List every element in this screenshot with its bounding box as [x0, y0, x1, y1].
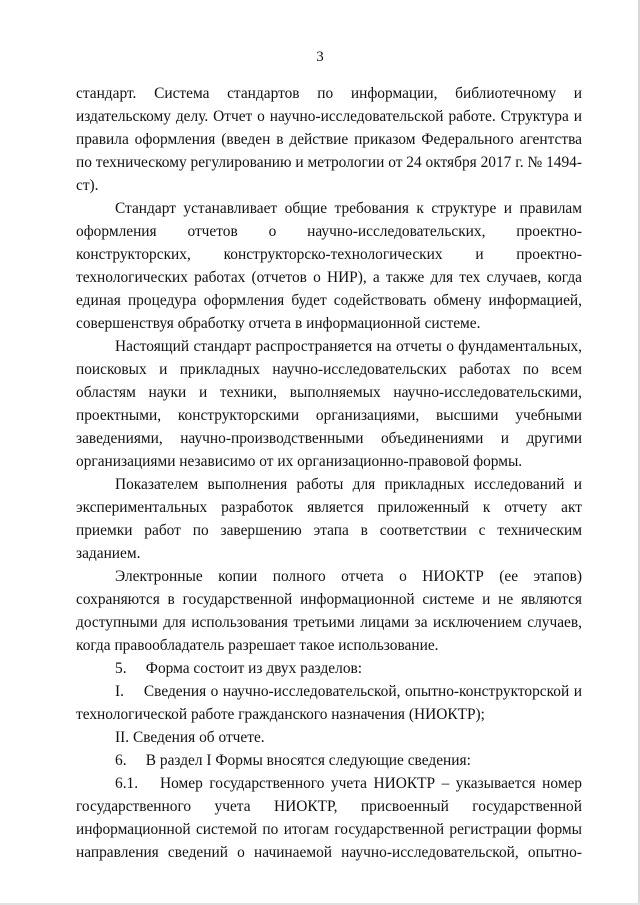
paragraph-acceptance-act: Показателем выполнения работы для прикладных исследований и экспериментальных разработок является приложенный к отчету акт приемки работ по завершению этапа в соответствии с техническим заданием.	[76, 476, 582, 562]
page-number: 3	[316, 49, 324, 65]
paragraph-electronic-copies: Электронные копии полного отчета о НИОКТР (ее этапов) сохраняются в государственной информационной системе и не являются доступными для использования третьими лицами за исключением случаев, когда правообладатель разрешает такое использование.	[76, 568, 582, 654]
paragraph-standard-scope: Настоящий стандарт распространяется на отчеты о фундаментальных, поисковых и прикладных научно-исследовательских работах по всем областям науки и техники, выполняемых научно-исследовательскими, проектными, конструкторскими организациями, высшими учебными заведениями, научно-производственными объединениями и другими организациями независимо от их организационно-правовой формы.	[76, 338, 582, 470]
paragraph-item-5: 5. Форма состоит из двух разделов:	[115, 660, 363, 677]
paragraph-item-6-1: 6.1. Номер государственного учета НИОКТР – указывается номер государственного учета НИОКТР, присвоенный государственной информационной системой по итогам государственной регистрации формы направления сведений о начинаемой научно-исследовательской, опытно-	[76, 775, 582, 861]
paragraph-standard-requirements: Стандарт устанавливает общие требования к структуре и правилам оформления отчетов о научно-исследовательских, проектно-конструкторских, конструкторско-технологических и проектно-технологических работах (отчетов о НИР), а также для тех случаев, когда единая процедура оформления будет содействовать обмену информацией, совершенствуя обработку отчета в информационной системе.	[76, 200, 582, 332]
paragraph-section-2: II. Сведения об отчете.	[115, 729, 265, 746]
paragraph-item-6: 6. В раздел I Формы вносятся следующие сведения:	[115, 752, 471, 769]
paragraph-section-1: I. Сведения о научно-исследовательской, опытно-конструкторской и технологической работе гражданского назначения (НИОКТР);	[76, 683, 582, 723]
paragraph-standard-reference: стандарт. Система стандартов по информации, библиотечному и издательскому делу. Отчет о научно-исследовательской работе. Структура и правила оформления (введен в действие приказом Федерального агентства по техническому регулированию и метрологии от 24 октября 2017 г. № 1494-ст).	[76, 85, 582, 194]
document-body	[76, 82, 582, 864]
